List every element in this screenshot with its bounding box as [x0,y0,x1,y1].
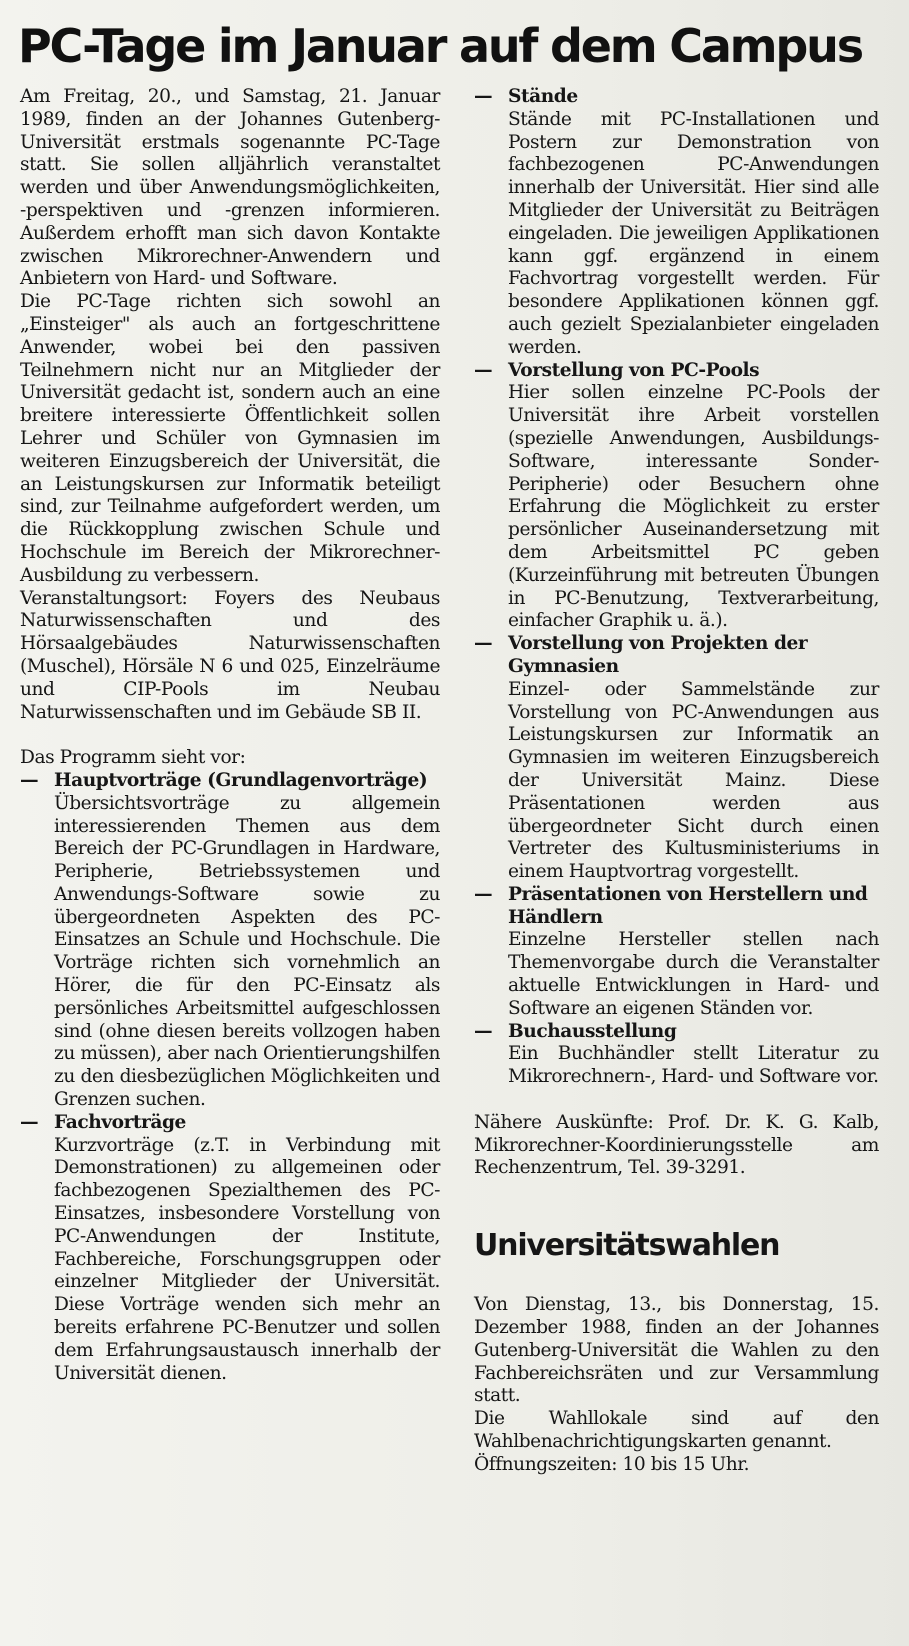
program-item-school-projects [474,633,879,884]
dash-bullet: — [474,633,493,655]
program-item-text: Hier sollen einzelne PC-Pools der Universität ihre Arbeit vorstellen (spezielle Anwendungen, Ausbildungs-Software, interessante Sonder-Peripherie) oder Besuchern ohne Erfahrung die Möglichkeit zu erster persönlicher Auseinandersetzung mit dem Arbeitsmittel PC geben (Kurzeinführung mit betreuten Übungen in PC-Benutzung, Textverarbeitung, einfacher Graphik u. ä.). [508,382,879,632]
program-item-text: Einzel- oder Sammelstände zur Vorstellung von PC-Anwendungen aus Leistungskursen zur Informatik an Gymnasien im weiteren Einzugsbereich der Universität Mainz. Diese Präsentationen werden aus übergeordneter Sicht durch einen Vertreter des Kultusministeriums in einem Hauptvortrag vorgestellt. [508,678,879,883]
dash-bullet: — [474,359,493,381]
spacer [474,1266,879,1294]
elections-paragraph-2: Die Wahllokale sind auf den Wahlbenachrichtigungskarten genannt. [474,1408,879,1453]
venue-paragraph: Veranstaltungsort: Foyers des Neubaus Naturwissenschaften und des Hörsaalgebäudes Naturwissenschaften (Muschel), Hörsäle N 6 und 025, Einzelräume und CIP-Pools im Neubau Naturwissenschaften und im Gebäude SB II. [20,587,440,723]
dash-bullet: — [474,883,493,905]
right-column [474,86,879,1477]
program-item-stands [474,86,879,360]
dash-bullet: — [20,1111,39,1133]
program-item-title: Buchausstellung [508,1020,677,1042]
intro-paragraph-1: Am Freitag, 20., und Samstag, 21. Januar 1989, finden an der Johannes Gutenberg-Universität erstmals sogenannte PC-Tage statt. Sie sollen alljährlich veranstaltet werden und über Anwendungsmöglichkeiten, -perspektiven und -grenzen informieren. Außerdem erhofft man sich davon Kontakte zwischen Mikrorechner-Anwendern und Anbietern von Hard- und Software. [20,86,440,290]
program-intro: Das Programm sieht vor: [20,747,246,769]
dash-bullet: — [474,86,493,107]
program-item-text: Kurzvorträge (z.T. in Verbindung mit Demonstrationen) zu allgemeinen oder fachbezogenen Spezialthemen des PC-Einsatzes, insbesondere Vorstellung von PC-Anwendungen der Institute, Fachbereiche, Forschungsgruppen oder einzelner Mitglieder der Universität. Diese Vorträge wenden sich mehr an bereits erfahrene PC-Benutzer und sollen dem Erfahrungsaustausch innerhalb der Universität dienen. [54,1134,440,1384]
program-item-title: Hauptvorträge (Grundlagenvorträge) [54,769,428,791]
program-item-text: Stände mit PC-Installationen und Postern zur Demonstration von fachbezogenen PC-Anwendungen innerhalb der Universität. Hier sind alle Mitglieder der Universität zu Beiträgen eingeladen. Die jeweiligen Applikationen kann ggf. ergänzend in einem Fachvortrag vorgestellt werden. Für besondere Applikationen können ggf. auch gezielt Spezialanbieter eingeladen werden. [508,108,879,358]
spacer [474,1089,879,1112]
left-column [20,86,440,1385]
program-item-title: Fachvorträge [54,1111,186,1133]
program-item-title: Vorstellung von Projekten der Gymnasien [508,633,808,677]
elections-paragraph-1: Von Dienstag, 13., bis Donnerstag, 15. Dezember 1988, finden an der Johannes Gutenberg-Universität die Wahlen zu den Fachbereichsräten und zur Versammlung statt. [474,1294,879,1407]
program-item-book-exhibition [474,1021,879,1089]
program-item-main-lectures [20,770,440,1112]
elections-paragraph-3: Öffnungszeiten: 10 bis 15 Uhr. [474,1453,750,1475]
intro-paragraph-2: Die PC-Tage richten sich sowohl an „Einsteiger" als auch an fortgeschrittene Anwender, wobei bei den passiven Teilnehmern nicht nur an Mitglieder der Universität gedacht ist, sondern auch an eine breitere interessierte Öffentlichkeit sollen Lehrer und Schüler von Gymnasien im weiteren Einzugsbereich der Universität, die an Leistungskursen zur Informatik beteiligt sind, zur Teilnahme aufgefordert werden, um die Rückkopplung zwischen Schule und Hochschule im Bereich der Mikrorechner-Ausbildung zu verbessern. [20,291,440,586]
spacer [474,1180,879,1226]
spacer [20,724,440,747]
program-item-text: Übersichtsvorträge zu allgemein interessierenden Themen aus dem Bereich der PC-Grundlagen in Hardware, Peripherie, Betriebssystemen und Anwendungs-Software sowie zu übergeordneten Aspekten des PC-Einsatzes an Schule und Hochschule. Die Vorträge richten sich vornehmlich an Hörer, die für den PC-Einsatz als persönliches Arbeitsmittel aufgeschlossen sind (ohne diesen bereits vollzogen haben zu müssen), aber nach Orientierungshilfen zu den diesbezüglichen Möglichkeiten und Grenzen suchen. [54,792,440,1111]
program-item-title: Stände [508,86,578,107]
dash-bullet: — [474,1020,493,1042]
dash-bullet: — [20,769,39,791]
contact-paragraph: Nähere Auskünfte: Prof. Dr. K. G. Kalb, Mikrorechner-Koordinierungsstelle am Rechenzentrum, Tel. 39-3291. [474,1111,879,1179]
program-item-title: Vorstellung von PC-Pools [508,359,760,381]
program-item-vendors [474,884,879,1021]
program-item-text: Einzelne Hersteller stellen nach Themenvorgabe durch die Veranstalter aktuelle Entwicklungen in Hard- und Software an eigenen Ständen vor. [508,929,879,1019]
article-headline: PC-Tage im Januar auf dem Campus [18,19,862,73]
program-item-text: Ein Buchhändler stellt Literatur zu Mikrorechnern-, Hard- und Software vor. [508,1043,879,1088]
program-item-special-lectures [20,1112,440,1386]
elections-headline: Universitätswahlen [474,1228,780,1264]
program-item-title: Präsentationen von Herstellern und Händlern [508,883,868,928]
program-item-pc-pools [474,360,879,634]
